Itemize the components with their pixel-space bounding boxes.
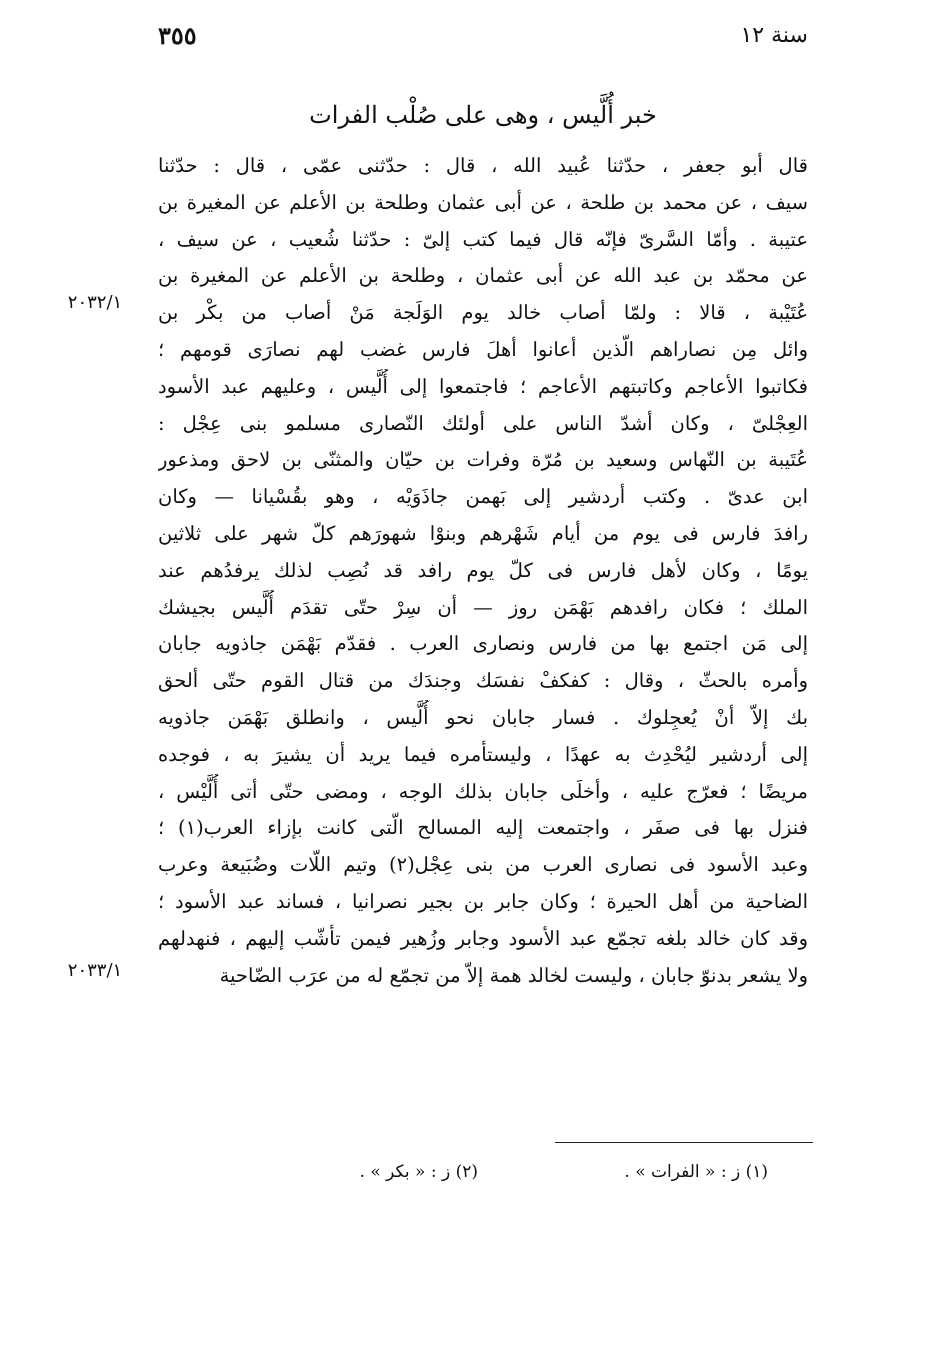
text-line: يومًا ، وكان لأهل فارس فى كلّ يوم رافد قد نُصِب لذلك يرفدُهم عند <box>158 558 808 582</box>
text-line: سيف ، عن محمد بن طلحة ، عن أبى عثمان وطلحة بن الأعلم عن المغيرة بن <box>158 190 808 214</box>
text-line: الملك ؛ فكان رافدهم بَهْمَن روز — أن سِرْ حتّى تقدَم أُلَّيس بجيشك <box>158 595 808 619</box>
text-line: إلى مَن اجتمع بها من فارس ونصارى العرب . فقدّم بَهْمَن جاذويه جابان <box>158 632 808 656</box>
text-line: وعبد الأسود فى نصارى العرب من بنى عِجْل(٢) وتيم اللّات وضُبَيعة وعرب <box>158 853 808 877</box>
text-line: عتيبة . وأمّا السَّرىّ فإنّه قال فيما كتب إلىّ : حدّثنا شُعيب ، عن سيف ، <box>158 227 808 251</box>
running-head <box>158 18 808 58</box>
text-line: عُتَيبة بن النّهاس وسعيد بن مُرّة وفرات بن حيّان والمثنّى بن لاحق ومذعور <box>158 448 808 472</box>
text-line: ابن عدىّ . وكتب أردشير إلى بَهمن جاذَوَيْه ، وهو بقُسْيانا — وكان <box>158 485 808 509</box>
text-line: عُتَيْبة ، قالا : ولمّا أصاب خالد يوم الوَلَجة مَنْ أصاب من بكْر بن <box>158 301 808 325</box>
text-line: مريضًا ؛ فعرّج عليه ، وأخلَى جابان بذلك الوجه ، ومضى حتّى أتى أُلَّيْس ، <box>158 779 808 803</box>
text-line: وائل مِن نصاراهم الّذين أعانوا أهلَ فارس غضب لهم نصارَى قومهم ؛ <box>158 337 808 361</box>
text-line: ولا يشعر بدنوّ جابان ، وليست لخالد همة إلاّ من تجمّع له من عرَب الضّاحية <box>219 963 808 987</box>
body-text <box>158 148 808 994</box>
footnotes <box>158 1155 808 1191</box>
text-line: إلى أردشير ليُحْدِث به عهدًا ، وليستأمره فيما يريد أن يشيرَ به ، فوجده <box>158 742 808 766</box>
section-title: خبر أُلَّيس ، وهى على صُلْب الفرات <box>309 101 657 129</box>
text-line: العِجْلىّ ، وكان أشدّ الناس على أولئك النّصارى مسلمو بنى عِجْل : <box>158 411 808 435</box>
text-line: بك إلاّ أنْ يُعجِلوك . فسار جابان نحو أُلَّيس ، وانطلق بَهْمَن جاذويه <box>158 705 808 729</box>
text-line: وأمره بالحثّ ، وقال : كفكفْ نفسَك وجندَك من قتال القوم حتّى ألحق <box>158 669 808 693</box>
text-line: رافدَ فارس فى يوم من أيام شَهْرهم وبنوْا شهورَهم كلّ شهر على ثلاثين <box>158 521 808 545</box>
footnote-1: (١) ز : « الفرات » . <box>624 1162 768 1182</box>
text-line: الضاحية من أهل الحيرة ؛ وكان جابر بن بجير نصرانيا ، فساند عبد الأسود ؛ <box>158 889 808 913</box>
text-line: عن محمّد بن عبد الله عن أبى عثمان ، وطلحة بن الأعلم عن المغيرة بن <box>158 264 808 288</box>
footnote-2: (٢) ز : « بكر » . <box>359 1162 478 1182</box>
text-line: قال أبو جعفر ، حدّثنا عُبيد الله ، قال : حدّثنى عمّى ، قال : حدّثنا <box>158 154 808 177</box>
text-line: فكاتبوا الأعاجم وكاتبتهم الأعاجم ؛ فاجتمعوا إلى أُلَّيس ، وعليهم عبد الأسود <box>158 374 808 398</box>
margin-reference: ٢٠٣٢/١ <box>67 292 123 313</box>
text-line: وقد كان خالد بلغه تجمّع عبد الأسود وجابر وزُهير فيمن تأشّب إليهم ، فنهدلهم <box>158 926 808 950</box>
text-line: فنزل بها فى صفَر ، واجتمعت إليه المسالح الّتى كانت بإزاء العرب(١) ؛ <box>158 816 808 840</box>
running-head-year: سنة ١٢ <box>740 23 808 48</box>
footnote-divider <box>555 1142 813 1143</box>
margin-reference: ٢٠٣٣/١ <box>67 960 123 981</box>
page-number: ٣٥٥ <box>158 21 197 50</box>
